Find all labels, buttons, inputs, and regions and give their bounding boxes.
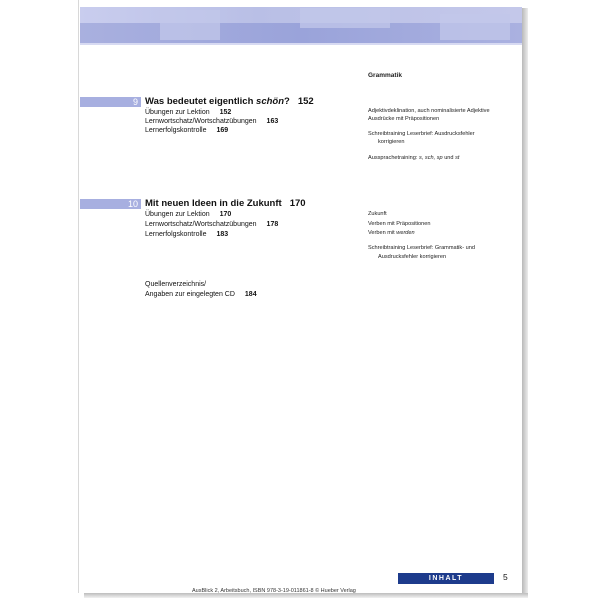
toc-item-label: Lernwortschatz/Wortschatzübungen: [145, 118, 257, 125]
lesson-number-bar: [80, 97, 141, 107]
section-label-badge: INHALT: [398, 573, 494, 584]
grammar-text-italic: s, sch, sp: [419, 155, 443, 161]
toc-item[interactable]: [145, 220, 278, 230]
header-band-bottom: [80, 43, 522, 45]
sources-entry[interactable]: [145, 290, 257, 300]
header-band-block: [160, 10, 220, 40]
page-shadow-right: [522, 8, 528, 598]
grammar-topic: Ausdrucksfehler korrigieren: [378, 254, 447, 260]
toc-item[interactable]: [145, 126, 228, 136]
grammar-topic: Ausdrücke mit Präpositionen: [368, 116, 440, 122]
sources-page: 184: [244, 291, 257, 298]
toc-item-page: 169: [216, 127, 229, 134]
lesson-number: 10: [127, 199, 138, 209]
toc-item-label: Übungen zur Lektion: [145, 109, 210, 116]
toc-item-page: 183: [216, 231, 229, 238]
lesson-title-text: Mit neuen Ideen in die Zukunft: [145, 198, 282, 209]
toc-item[interactable]: [145, 230, 228, 240]
grammar-text-italic: werden: [396, 230, 415, 236]
toc-item-page: 163: [266, 118, 279, 125]
sources-entry[interactable]: Quellenverzeichnis/: [145, 281, 207, 288]
toc-item-label: Lernwortschatz/Wortschatzübungen: [145, 221, 257, 228]
grammar-topic: Zukunft: [368, 211, 387, 217]
grammar-text-italic: st: [455, 155, 460, 161]
grammar-text: Verben mit: [368, 230, 397, 236]
grammar-topic: Schreibtraining Leserbrief: Ausdrucksfehler: [368, 131, 475, 137]
lesson-title-text: Was bedeutet eigentlich: [145, 96, 257, 107]
lesson-title[interactable]: [145, 96, 314, 108]
grammar-topic: [368, 155, 459, 163]
lesson-title[interactable]: [145, 198, 306, 210]
grammar-text: und: [442, 155, 456, 161]
grammar-topic: [368, 230, 415, 238]
toc-item-page: 178: [266, 221, 279, 228]
grammar-topic: korrigieren: [378, 139, 405, 145]
grammar-topic: Adjektivdeklination, auch nominalisierte Adjektive: [368, 108, 490, 114]
lesson-page: 152: [297, 96, 314, 107]
footer-citation: AusBlick 2, Arbeitsbuch, ISBN 978-3-19-011861-8 © Hueber Verlag: [192, 588, 356, 594]
lesson-page: 170: [289, 198, 306, 209]
sources-label: Angaben zur eingelegten CD: [145, 291, 235, 298]
page-number: 5: [503, 572, 508, 582]
toc-item-label: Lernerfolgskontrolle: [145, 127, 207, 134]
toc-item-page: 170: [219, 211, 232, 218]
grammar-text: Aussprachetraining:: [368, 155, 419, 161]
grammar-topic: Verben mit Präpositionen: [368, 221, 431, 227]
lesson-title-end: ?: [284, 96, 290, 107]
lesson-title-italic: schön: [256, 96, 285, 107]
toc-item-page: 152: [219, 109, 232, 116]
header-band-block: [300, 8, 390, 28]
lesson-number: 9: [132, 97, 138, 107]
toc-item[interactable]: [145, 210, 231, 220]
header-band-block: [440, 14, 510, 40]
grammatik-heading: Grammatik: [368, 72, 402, 79]
lesson-number-bar: [80, 199, 141, 209]
grammar-topic: Schreibtraining Leserbrief: Grammatik- und: [368, 245, 475, 251]
toc-item-label: Lernerfolgskontrolle: [145, 231, 207, 238]
toc-item-label: Übungen zur Lektion: [145, 211, 210, 218]
